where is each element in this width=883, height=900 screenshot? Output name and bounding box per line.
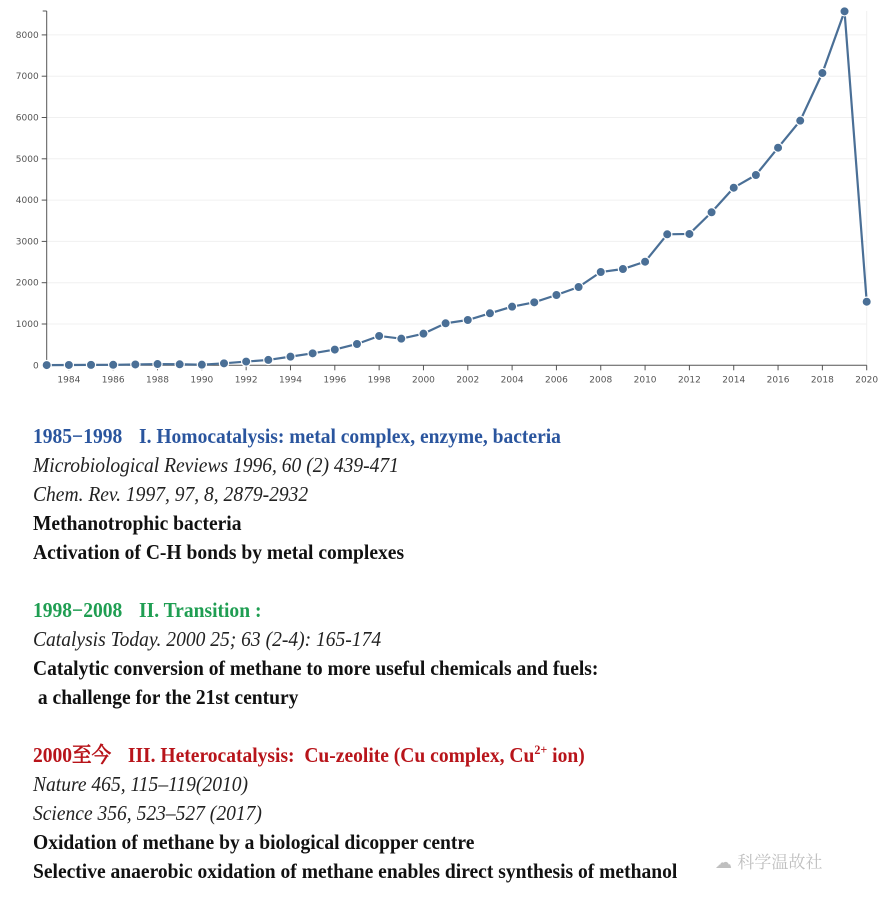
x-tick-label: 2014 (722, 375, 746, 386)
data-point (286, 352, 295, 361)
data-point (707, 208, 716, 217)
y-tick-label: 6000 (15, 113, 39, 124)
reference: Microbiological Reviews 1996, 60 (2) 439-471 (33, 453, 399, 477)
topic: Methanotrophic bacteria (33, 511, 242, 535)
data-point (175, 360, 184, 369)
data-point (153, 359, 162, 368)
y-tick-label: 0 (32, 361, 39, 372)
topic: Activation of C-H bonds by metal complexes (33, 540, 405, 564)
data-point (663, 230, 672, 239)
data-point (596, 267, 605, 276)
y-tick-label: 8000 (15, 30, 39, 41)
y-tick-label: 1000 (15, 320, 39, 330)
data-point (264, 355, 273, 364)
data-point (640, 257, 649, 266)
data-point (219, 359, 228, 368)
notes (33, 422, 726, 886)
x-tick-label: 2000 (412, 375, 435, 386)
data-point (729, 183, 738, 192)
reference: Chem. Rev. 1997, 97, 8, 2879-2932 (33, 482, 309, 506)
data-point (751, 170, 760, 179)
data-point (131, 360, 140, 369)
data-point (397, 334, 406, 343)
wechat-icon: ☁ (715, 853, 738, 873)
x-tick-label: 2004 (500, 375, 524, 386)
x-tick-label: 1992 (234, 375, 258, 386)
topic: Selective anaerobic oxidation of methane enables direct synthesis of methanol (33, 859, 678, 883)
x-tick-label: 2008 (589, 375, 613, 386)
period: 2000至今 (33, 743, 112, 767)
title: III. Heterocatalysis: Cu-zeolite (Cu complex, Cu (127, 743, 535, 767)
data-point (109, 360, 118, 369)
y-tick-label: 2000 (15, 278, 39, 289)
y-tick-label: 4000 (15, 196, 39, 207)
topic: Catalytic conversion of methane to more useful chemicals and fuels: (33, 656, 599, 680)
x-tick-label: 1996 (323, 375, 347, 386)
data-point (242, 357, 251, 366)
data-point (530, 298, 539, 307)
data-point (840, 7, 849, 16)
data-point (308, 349, 317, 358)
x-tick-label: 1984 (57, 375, 81, 386)
title: II. Transition : (138, 598, 262, 622)
x-tick-label: 2018 (810, 375, 834, 386)
superscript: 2+ (534, 742, 548, 757)
x-tick-label: 2010 (633, 375, 657, 386)
data-point (818, 68, 827, 77)
x-tick-label: 1994 (279, 375, 302, 386)
publications-line-chart (0, 0, 883, 390)
data-point (552, 290, 561, 299)
watermark-text: 科学温故社 (737, 853, 823, 873)
section-2-heading (33, 596, 677, 625)
title: I. Homocatalysis: metal complex, enzyme, bacteria (138, 424, 561, 448)
series-line (47, 11, 867, 365)
data-point (197, 360, 206, 369)
section-1-heading (33, 422, 677, 451)
data-point (352, 339, 361, 348)
data-point (685, 229, 694, 238)
x-tick-label: 1986 (101, 375, 125, 386)
data-point (86, 360, 95, 369)
data-point (796, 116, 805, 125)
data-point (42, 360, 51, 369)
reference: Catalysis Today. 2000 25; 63 (2-4): 165-174 (33, 627, 382, 651)
x-tick-label: 2006 (544, 375, 568, 386)
data-point (330, 345, 339, 354)
data-point (485, 309, 494, 318)
x-tick-label: 2020 (855, 375, 879, 386)
topic: Oxidation of methane by a biological dicopper centre (33, 830, 475, 854)
reference: Science 356, 523–527 (2017) (33, 801, 262, 825)
watermark (715, 848, 822, 873)
reference: Nature 465, 115–119(2010) (33, 772, 249, 796)
x-tick-label: 2012 (677, 375, 701, 386)
y-tick-label: 7000 (15, 72, 39, 83)
x-tick-label: 2016 (766, 375, 790, 386)
x-tick-label: 2002 (456, 375, 480, 386)
period: 1985−1998 (33, 424, 123, 448)
data-point (463, 315, 472, 324)
title-end: ion) (547, 743, 585, 767)
data-point (773, 143, 782, 152)
topic: a challenge for the 21st century (33, 685, 299, 709)
data-point (441, 319, 450, 328)
data-point (574, 282, 583, 291)
x-tick-label: 1998 (367, 375, 391, 386)
x-tick-label: 1990 (190, 375, 214, 386)
data-point (862, 297, 871, 306)
x-tick-label: 1988 (146, 375, 169, 386)
data-point (375, 331, 384, 340)
period: 1998−2008 (33, 598, 123, 622)
y-tick-label: 3000 (15, 237, 39, 248)
data-point (64, 360, 73, 369)
data-point (618, 264, 627, 273)
section-3-heading (33, 741, 677, 770)
data-point (419, 329, 428, 338)
data-point (508, 302, 517, 311)
y-tick-label: 5000 (15, 154, 39, 165)
